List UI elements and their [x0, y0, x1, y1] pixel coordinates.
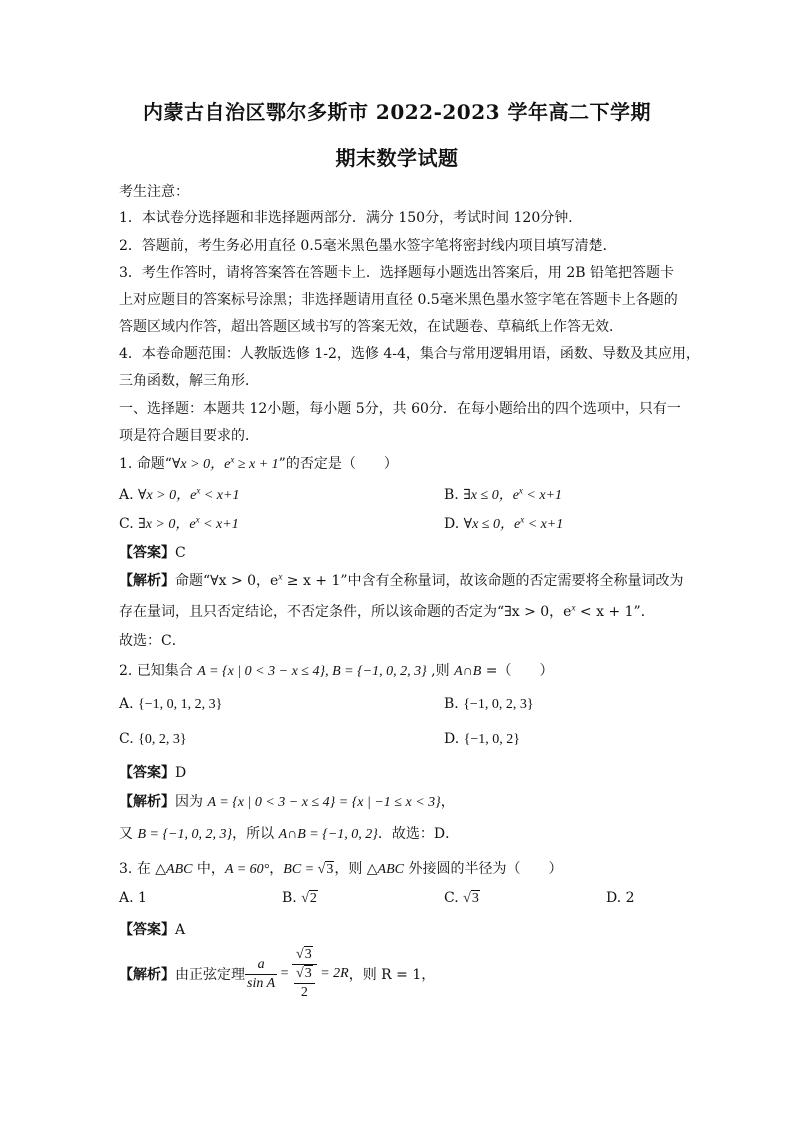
q2-analysis-a-text: 因为	[175, 794, 208, 810]
q2-answer	[119, 762, 186, 782]
q2-stem	[119, 660, 553, 680]
q3-stem	[119, 858, 562, 878]
notice-item-3c: 答题区域内作答，超出答题区域书写的答案无效，在试题卷、草稿纸上作答无效．	[119, 319, 623, 335]
q2-text-c: =（ ）	[481, 663, 554, 679]
q2-analysis-label: 【解析】	[119, 794, 175, 810]
q3-analysis-label: 【解析】	[119, 967, 175, 983]
q1-option-a-exp: x	[196, 485, 201, 496]
q3-fraction-a-over-sinA	[245, 956, 277, 993]
q3-nested-num-radicand: 3	[304, 947, 312, 962]
q1-conclusion: 故选：C．	[119, 633, 186, 649]
q1-option-c	[119, 513, 239, 533]
q3-nested-num-sqrt: √3	[296, 947, 312, 962]
q3-fraction-denominator: sin A	[247, 975, 276, 991]
q2-option-d-text: {−1, 0, 2}	[463, 732, 520, 747]
q3-angle: A = 60°	[224, 862, 270, 877]
q1-option-d	[444, 513, 563, 533]
q1-analysis-label: 【解析】	[119, 573, 175, 589]
q2-analysis-a-end: ，	[440, 794, 455, 810]
notice-item-3a: 3．考生作答时，请将答案答在答题卡上．选择题每小题选出答案后，用 2B 铅笔把答题卡	[119, 265, 675, 281]
q2-sets: A = {x | 0 < 3 − x ≤ 4}, B = {−1, 0, 2, 3}	[197, 664, 427, 679]
section1-line2: 项是符合题目要求的．	[119, 428, 259, 444]
q1-number: 1.	[119, 456, 133, 472]
q3-text-b: 中，	[192, 861, 225, 877]
q3-text-c: ，	[269, 861, 284, 877]
q3-option-c-sqrt: √3	[463, 891, 479, 906]
q3-inner-fraction	[294, 965, 315, 1002]
q3-number: 3.	[119, 861, 133, 877]
q2-option-a-label: A.	[119, 696, 134, 712]
q2-text-b: ,则	[426, 663, 455, 679]
q2-option-d-label: D.	[444, 731, 460, 747]
q2-option-d	[444, 731, 520, 748]
q2-answer-value: D	[175, 765, 187, 781]
q1-option-d-label: D.	[444, 516, 460, 532]
q3-text-e: 外接圆的半径为（ ）	[404, 861, 563, 877]
q2-option-a	[119, 696, 222, 713]
q2-analysis-a-math: A = {x | 0 < 3 − x ≤ 4} = {x | −1 ≤ x < 3}	[207, 795, 441, 810]
q2-option-b-label: B.	[444, 696, 459, 712]
q1-stem	[119, 453, 398, 473]
exam-title-line2: 期末数学试题	[335, 146, 459, 170]
q1-option-d-exp: x	[520, 514, 525, 525]
q3-equals-1: =	[277, 966, 293, 981]
q1-answer-label: 【答案】	[119, 545, 175, 561]
q3-triangle-2: △ABC	[366, 862, 404, 877]
section1-line1: 一、选择题：本题共 12小题，每小题 5分，共 60分．在每小题给出的四个选项中，只有一	[119, 401, 681, 417]
q1-analysis-line2	[119, 601, 655, 621]
q3-option-c	[444, 890, 480, 907]
q3-option-d: D. 2	[606, 890, 635, 906]
q3-inner-num-sqrt: √3	[296, 966, 312, 981]
notice-item-4b: 三角函数，解三角形．	[119, 373, 259, 389]
q1-option-c-label: C.	[119, 516, 134, 532]
q2-option-c	[119, 731, 187, 748]
notice-heading: 考生注意：	[119, 184, 189, 200]
notice-item-1: 1．本试卷分选择题和非选择题两部分．满分 150分，考试时间 120分钟．	[119, 210, 583, 226]
q3-inner-num-radicand: 3	[304, 966, 312, 981]
q2-analysis-line2	[119, 823, 459, 843]
q1-option-d-tail: < x+1	[524, 517, 564, 532]
q3-answer	[119, 919, 185, 939]
q3-option-c-label: C.	[444, 890, 459, 906]
q1-suffix: ”的否定是（ ）	[278, 456, 398, 472]
q1-option-a-tail: < x+1	[200, 488, 240, 503]
q3-answer-label: 【答案】	[119, 922, 175, 938]
q3-inner-denominator: 2	[300, 985, 308, 1000]
q1-option-b-tail: < x+1	[522, 488, 563, 503]
q2-option-c-text: {0, 2, 3}	[138, 732, 187, 747]
q3-analysis	[119, 946, 435, 1002]
q2-analysis-b-math1: B = {−1, 0, 2, 3}	[137, 827, 233, 842]
q1-analysis-b: 存在量词，且只否定结论，不否定条件，所以该命题的否定为“∃x > 0，e	[119, 604, 572, 620]
q3-side-radicand: 3	[326, 862, 334, 877]
q3-option-b	[282, 890, 318, 907]
q2-option-b	[444, 696, 534, 713]
q1-option-c-exp: x	[195, 514, 200, 525]
q2-text-a: 已知集合	[136, 663, 198, 679]
q2-answer-label: 【答案】	[119, 765, 175, 781]
q1-answer-value: C	[175, 545, 186, 561]
q1-analysis-a-tail: ≥ x + 1”中含有全称量词，故该命题的否定需要将全称量词改为	[282, 573, 684, 589]
q2-analysis-b-end: ．故选：D．	[377, 826, 460, 842]
q1-option-b-text: ∃x ≤ 0，e	[463, 488, 519, 503]
q1-statement: ∀x > 0，e	[171, 457, 231, 472]
q1-option-c-tail: < x+1	[199, 517, 239, 532]
q2-option-b-text: {−1, 0, 2, 3}	[463, 697, 534, 712]
notice-item-2: 2．答题前，考生务必用直径 0.5毫米黑色墨水签字笔将密封线内项目填写清楚．	[119, 238, 617, 254]
q1-option-b-label: B.	[444, 487, 459, 503]
q3-side-sqrt: √3	[317, 862, 334, 877]
q1-analysis-a: 命题“∀x > 0，e	[175, 573, 279, 589]
q1-option-a-label: A.	[119, 487, 134, 503]
q3-triangle: △ABC	[155, 862, 193, 877]
q3-fraction-numerator: a	[245, 956, 277, 975]
q1-prefix: 命题“	[136, 456, 172, 472]
q3-analysis-tail: ，则 R = 1，	[348, 967, 436, 983]
exam-title-line1: 内蒙古自治区鄂尔多斯市 2022-2023 学年高二下学期	[142, 100, 652, 124]
q1-option-a	[119, 484, 239, 504]
q3-side: BC =	[283, 862, 318, 877]
q2-analysis-b-text: 又	[119, 826, 138, 842]
q3-fraction-nested	[292, 946, 317, 1002]
q3-option-b-radicand: 2	[309, 891, 317, 906]
q2-option-a-text: {−1, 0, 1, 2, 3}	[138, 697, 223, 712]
q1-analysis-a-exp: x	[278, 571, 283, 582]
q3-option-a: A. 1	[119, 890, 147, 906]
q1-analysis-line1	[119, 570, 684, 590]
q3-option-b-label: B.	[282, 890, 297, 906]
q2-number: 2.	[119, 663, 133, 679]
q2-option-c-label: C.	[119, 731, 134, 747]
q2-analysis-line1	[119, 791, 455, 811]
q1-statement-tail: ≥ x + 1	[234, 457, 279, 472]
q1-analysis-b-exp: x	[571, 602, 576, 613]
q3-nested-numerator	[292, 946, 317, 965]
q3-option-b-sqrt: √2	[301, 891, 317, 906]
q1-option-c-text: ∃x > 0，e	[138, 517, 196, 532]
q1-analysis-b-tail: < x + 1”．	[575, 604, 655, 620]
q1-option-b-exp: x	[518, 485, 523, 496]
notice-item-4a: 4．本卷命题范围：人教版选修 1-2，选修 4-4，集合与常用逻辑用语，函数、导数及其应用，	[119, 346, 700, 362]
q1-option-d-text: ∀x ≤ 0，e	[463, 517, 521, 532]
q2-expression: A∩B	[454, 664, 482, 679]
q3-text-a: 在	[136, 861, 156, 877]
q3-analysis-text: 由正弦定理	[175, 967, 245, 983]
q3-inner-numerator	[294, 965, 315, 984]
q3-text-d: ，则	[334, 861, 367, 877]
q2-analysis-b-math2: A∩B = {−1, 0, 2}	[278, 827, 378, 842]
notice-item-3b: 上对应题目的答案标号涂黑；非选择题请用直径 0.5毫米黑色墨水签字笔在答题卡上各题的	[119, 292, 678, 308]
q3-option-c-radicand: 3	[471, 891, 479, 906]
q1-option-b	[444, 484, 562, 504]
q1-option-a-text: ∀x > 0，e	[138, 488, 197, 503]
q2-analysis-b-mid: ，所以	[232, 826, 279, 842]
q3-answer-value: A	[175, 922, 186, 938]
q1-answer	[119, 542, 186, 562]
q1-stmt-exponent: x	[230, 454, 235, 465]
q3-equals-2: = 2R	[316, 966, 349, 981]
q3-nested-denominator	[292, 965, 317, 1002]
